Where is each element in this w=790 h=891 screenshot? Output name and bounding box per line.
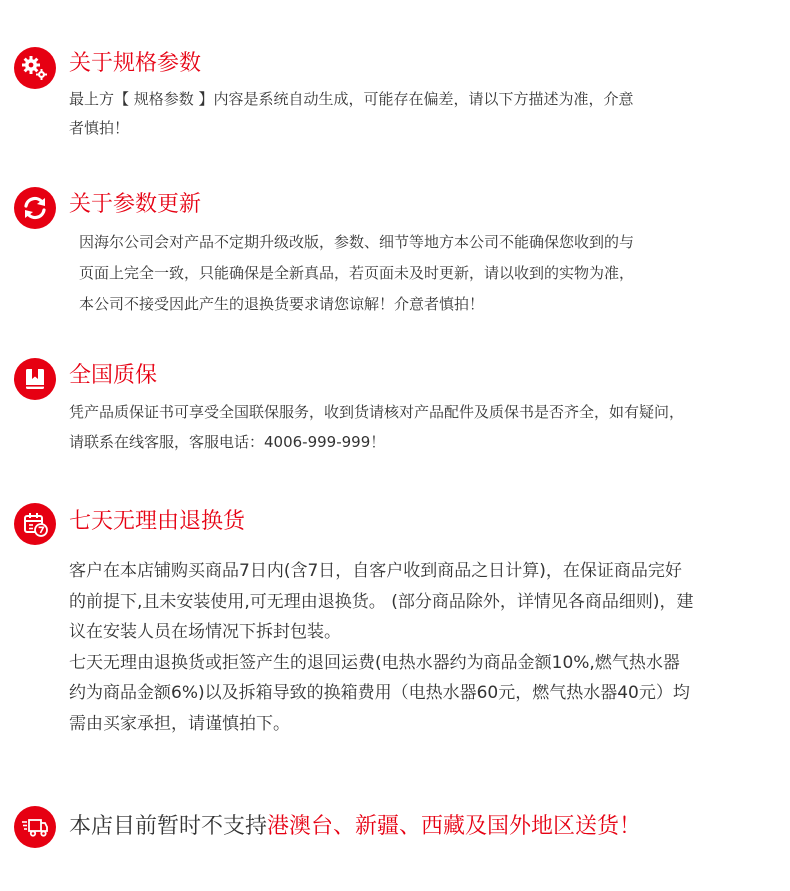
body-line: 因海尔公司会对产品不定期升级改版，参数、细节等地方本公司不能确保您收到的与	[79, 233, 635, 251]
shipping-notice-prefix: 本店目前暂时不支持	[69, 814, 268, 839]
body-line: 的前提下,且未安装使用,可无理由退换货。 (部分商品除外，详情见各商品细则)，建	[69, 591, 694, 612]
section-body	[69, 397, 684, 457]
refresh-icon	[14, 187, 56, 229]
section-title: 关于规格参数	[69, 51, 202, 76]
body-line: 需由买家承担，请谨慎拍下。	[69, 713, 290, 734]
body-line: 客户在本店铺购买商品7日内(含7日，自客户收到商品之日计算)，在保证商品完好	[69, 561, 682, 581]
section-body	[69, 85, 634, 143]
section-body	[79, 227, 634, 320]
body-line: 最上方【 规格参数 】内容是系统自动生成，可能存在偏差，请以下方描述为准，介意	[69, 90, 634, 108]
bookmark-book-icon	[14, 358, 56, 400]
body-line: 七天无理由退换货或拒签产生的退回运费(电热水器约为商品金额10%,燃气热水器	[69, 652, 680, 673]
body-line: 本公司不接受因此产生的退换货要求请您谅解！介意者慎拍！	[79, 295, 485, 313]
body-line: 凭产品质保证书可享受全国联保服务，收到货请核对产品配件及质保书是否齐全，如有疑问，	[69, 403, 685, 421]
section-title: 关于参数更新	[69, 192, 202, 217]
section-body	[69, 556, 693, 739]
delivery-truck-icon	[14, 806, 56, 848]
section-title: 全国质保	[69, 363, 158, 388]
body-line: 议在安装人员在场情况下拆封包装。	[69, 622, 341, 642]
section-title: 七天无理由退换货	[69, 509, 246, 534]
body-line: 约为商品金额6%)以及拆箱导致的换箱费用（电热水器60元，燃气热水器40元）均	[69, 683, 690, 703]
body-line: 请联系在线客服，客服电话：4006-999-999！	[69, 433, 386, 451]
body-line: 页面上完全一致，只能确保是全新真品，若页面未及时更新，请以收到的实物为准，	[79, 264, 635, 282]
gears-icon	[14, 47, 56, 89]
body-line: 者慎拍！	[69, 119, 130, 137]
shipping-notice-regions: 港澳台、新疆、西藏及国外地区送货！	[267, 814, 642, 839]
calendar-7-icon	[14, 503, 56, 545]
shipping-notice	[69, 812, 641, 842]
